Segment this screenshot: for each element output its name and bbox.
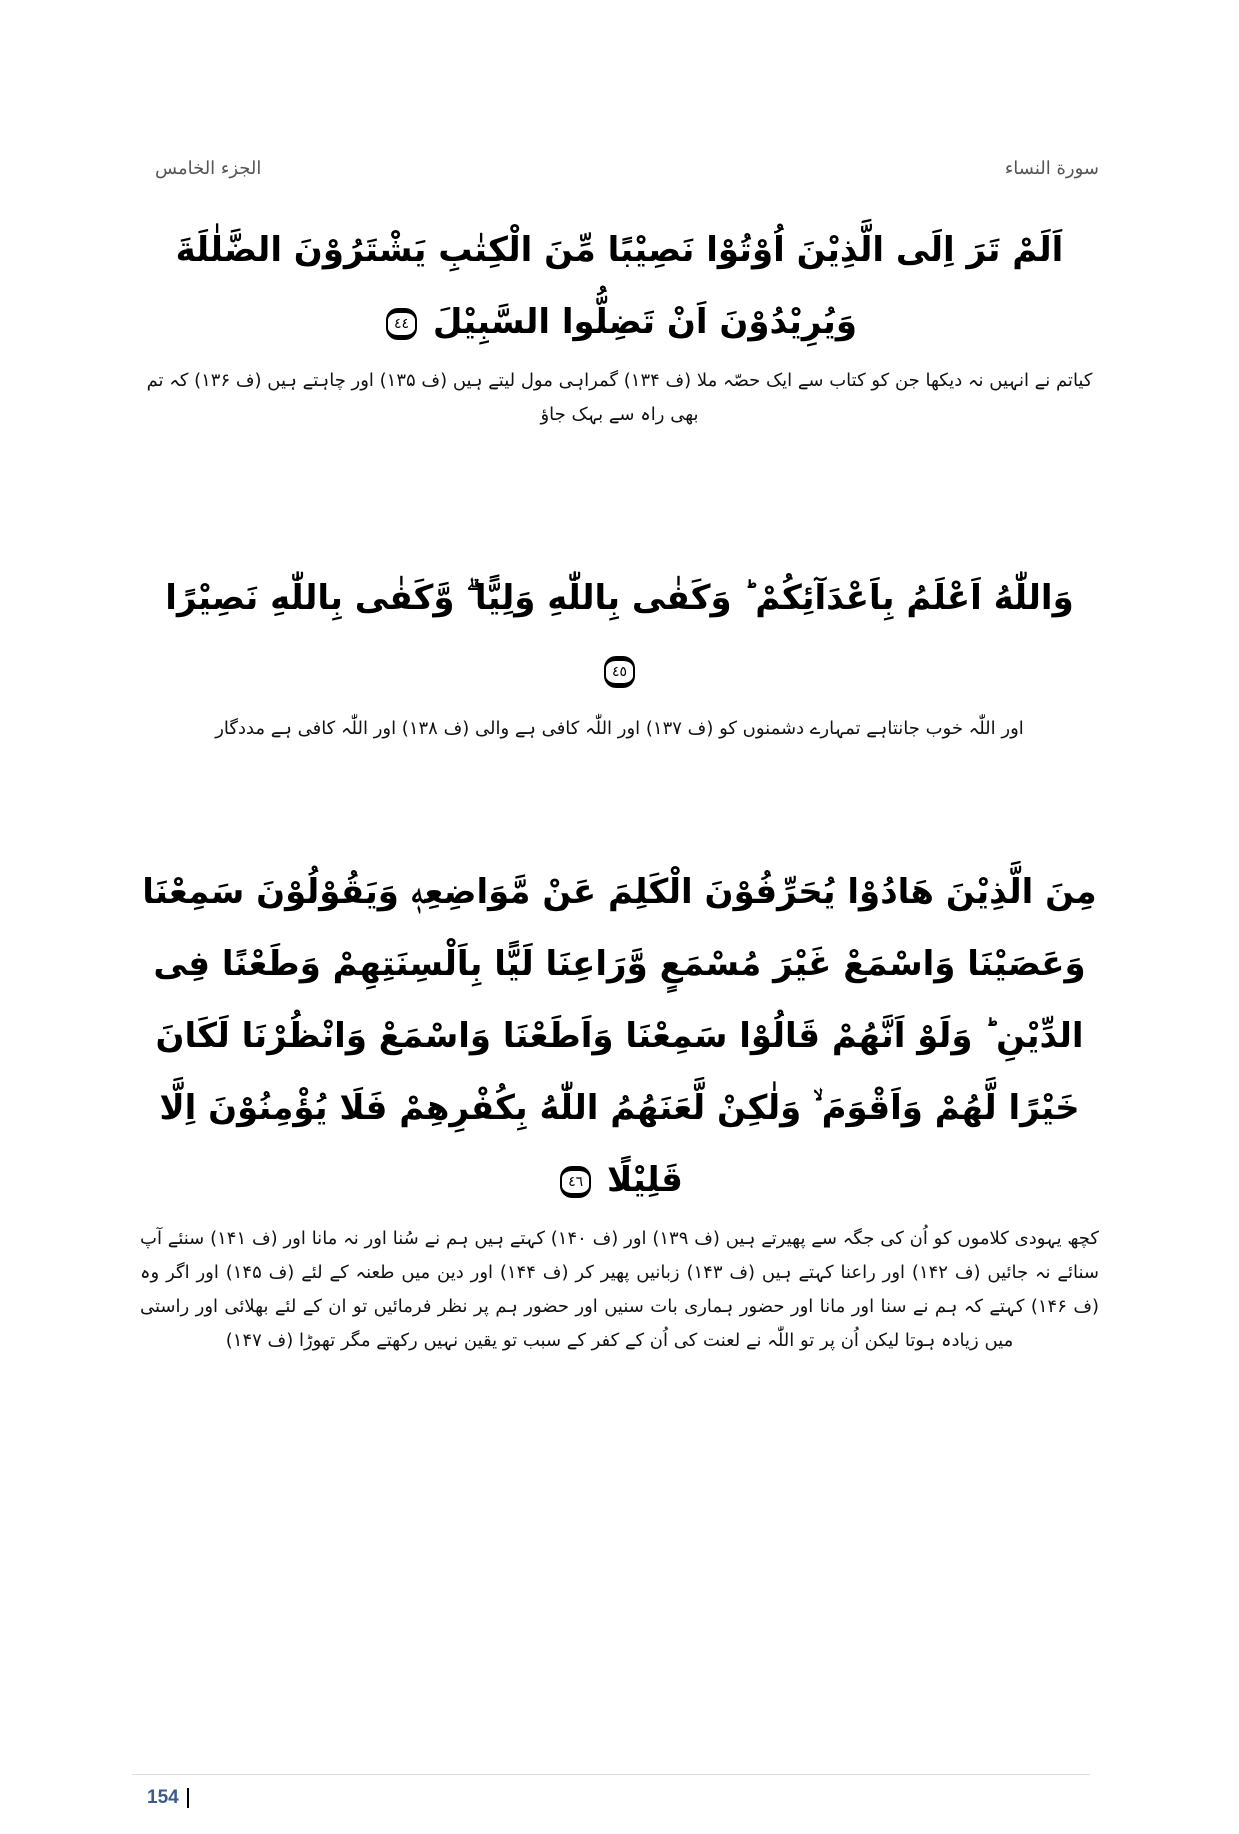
juz-header: الجزء الخامس <box>155 157 262 179</box>
page-number-separator <box>187 1788 189 1808</box>
ayah-number-marker: ٤٦ <box>560 1166 591 1198</box>
verse-text: مِنَ الَّذِيْنَ هَادُوْا يُحَرِّفُوْنَ الْكَلِمَ عَنْ مَّوَاضِعِهٖ وَيَقُوْلُوْنَ سَمِعْنَا وَعَصَيْنَا وَاسْمَعْ غَيْرَ مُسْمَعٍ وَّرَاعِنَا لَيًّا بِاَلْسِنَتِهِمْ وَطَعْنًا فِى الدِّيْنِ ؕ وَلَوْ اَنَّهُمْ قَالُوْا سَمِعْنَا وَاَطَعْنَا وَاسْمَعْ وَانْظُرْنَا لَكَانَ خَيْرًا لَّهُمْ وَاَقْوَمَ ۙ وَلٰكِنْ لَّعَنَهُمُ اللّٰهُ بِكُفْرِهِمْ فَلَا يُؤْمِنُوْنَ اِلَّا قَلِيْلًا <box>142 872 1097 1200</box>
spacer <box>140 746 1099 856</box>
verse-block <box>140 856 1099 1358</box>
verse-block <box>140 562 1099 746</box>
verse-text: اَلَمْ تَرَ اِلَى الَّذِيْنَ اُوْتُوْا نَصِيْبًا مِّنَ الْكِتٰبِ يَشْتَرُوْنَ الضَّلٰلَةَ وَيُرِيْدُوْنَ اَنْ تَضِلُّوا السَّبِيْلَ <box>175 230 1064 342</box>
verse-text: وَاللّٰهُ اَعْلَمُ بِاَعْدَآئِكُمْ ؕ وَكَفٰى بِاللّٰهِ وَلِيًّا ۗ وَّكَفٰى بِاللّٰهِ نَصِيْرًا <box>165 578 1074 618</box>
verse-translation: اور اللّٰہ خوب جانتاہے تمہارے دشمنوں کو (ف ۱۳۷) اور اللّٰہ کافی ہے والی (ف ۱۳۸) اور اللّٰہ کافی ہے مددگار <box>215 718 1024 739</box>
ayah-number-marker: ٤٤ <box>386 308 417 340</box>
verse-arabic <box>140 214 1099 358</box>
verse-translation: کیاتم نے انہیں نہ دیکھا جن کو کتاب سے ایک حصّہ ملا (ف ۱۳۴) گمراہی مول لیتے ہیں (ف ۱۳۵) اور چاہتے ہیں (ف ۱۳۶) کہ تم بھی راہ سے بہک جاؤ <box>146 370 1093 425</box>
footer-divider <box>132 1774 1090 1775</box>
running-header <box>140 150 1099 186</box>
spacer <box>140 432 1099 562</box>
ayah-number-marker: ٤٥ <box>604 656 635 688</box>
verse-block <box>140 214 1099 432</box>
verse-translation: کچھ یہودی کلاموں کو اُن کی جگہ سے پھیرتے ہیں (ف ۱۳۹) اور (ف ۱۴۰) کہتے ہیں ہم نے سُنا اور نہ مانا اور (ف ۱۴۱) سنئے آپ سنائے نہ جائیں (ف ۱۴۲) اور راعنا کہتے ہیں (ف ۱۴۳) زبانیں پھیر کر (ف ۱۴۴) اور دین میں طعنہ کے لئے (ف ۱۴۵) اور اگر وہ (ف ۱۴۶) کہتے کہ ہم نے سنا اور مانا اور حضور ہماری بات سنیں اور حضور ہم پر نظر فرمائیں تو ان کے لئے بھلائی اور راستی میں زیادہ ہوتا لیکن اُن پر تو اللّٰہ نے لعنت کی اُن کے کفر کے سبب تو یقین نہیں رکھتے مگر تھوڑا (ف ۱۴۷) <box>140 1228 1099 1351</box>
surah-header: سورة النساء <box>1004 157 1099 179</box>
footer <box>132 1774 1090 1809</box>
verse-arabic <box>140 856 1099 1216</box>
footer-line <box>132 1787 1090 1809</box>
verse-arabic <box>140 562 1099 706</box>
page-number: 154 <box>147 1787 179 1808</box>
